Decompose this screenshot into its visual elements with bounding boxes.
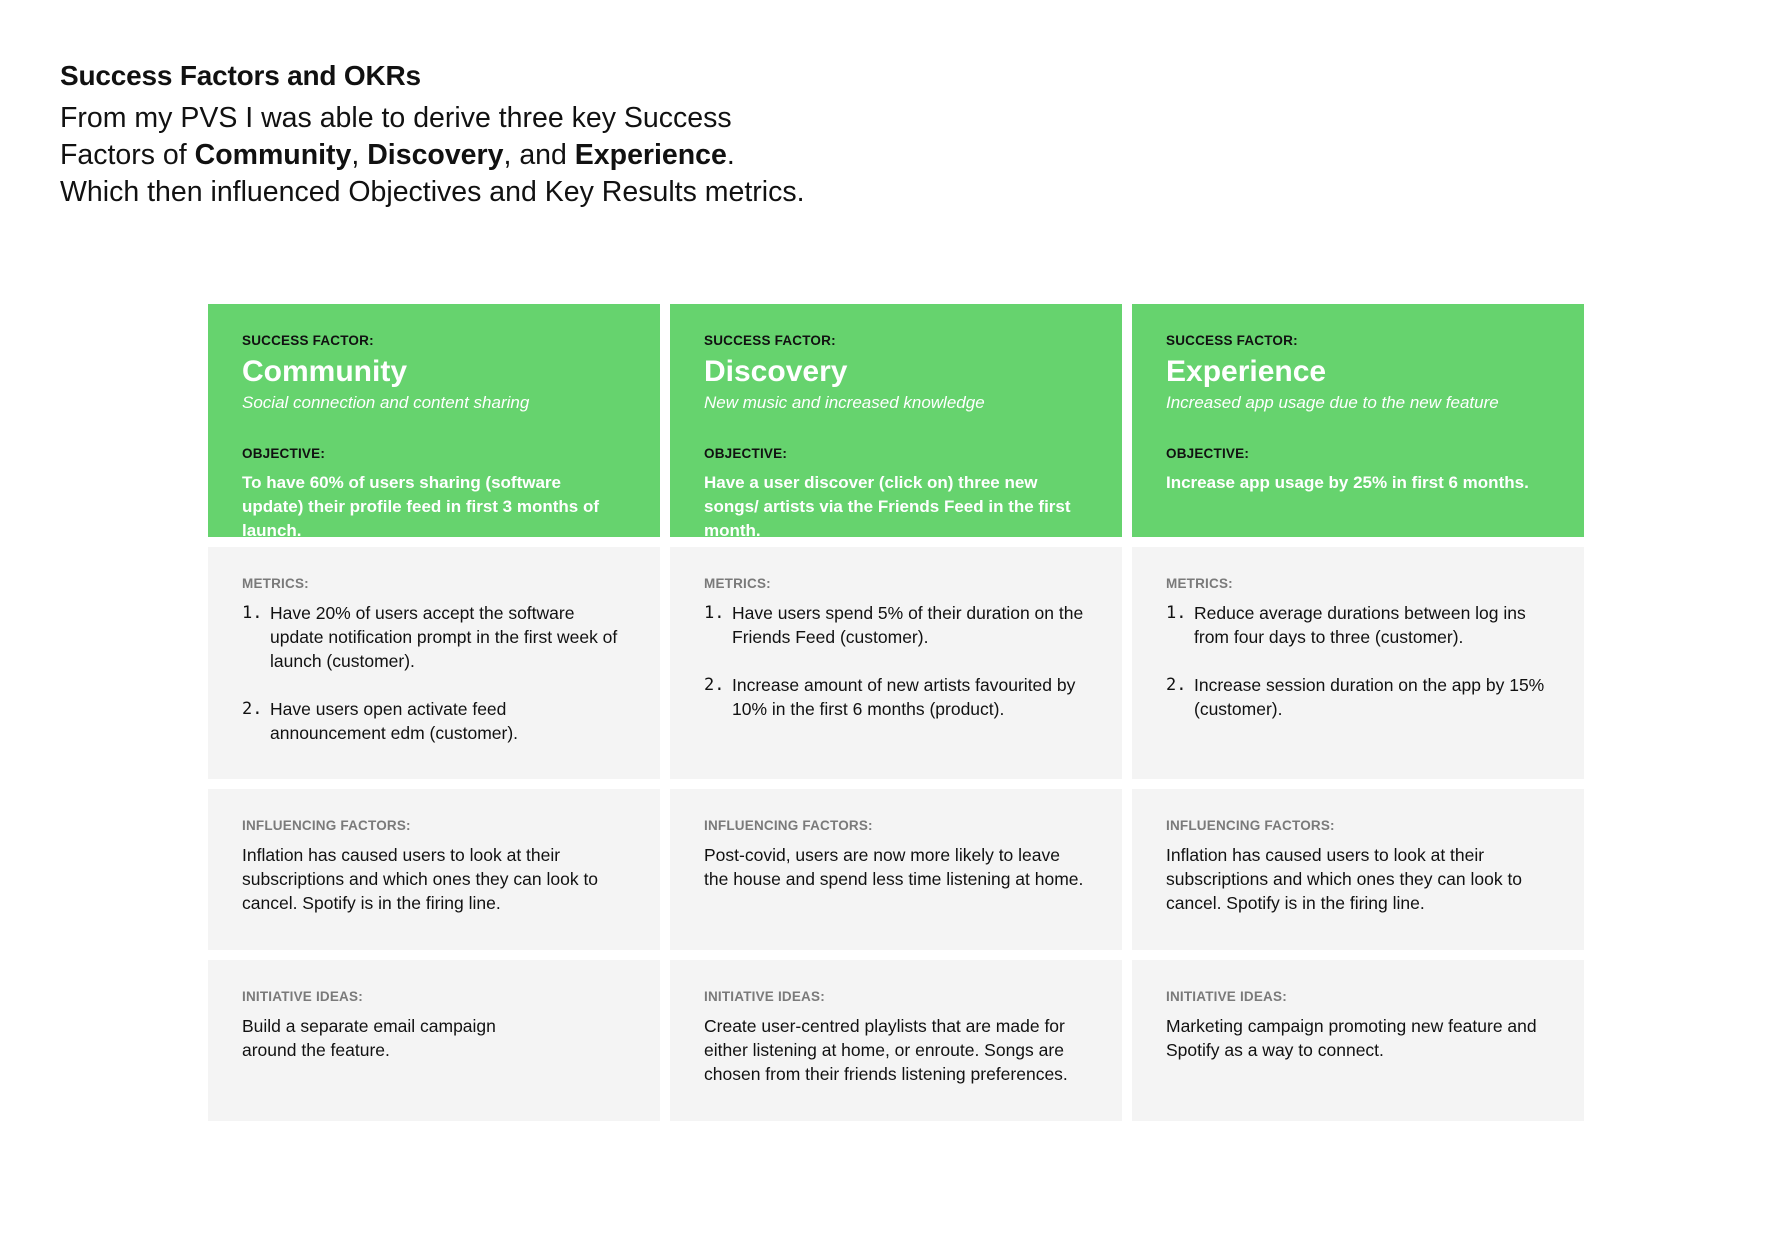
objective-text: Increase app usage by 25% in first 6 months.	[1166, 473, 1529, 492]
metric-number: 1.	[704, 603, 725, 623]
success-factor-label: SUCCESS FACTOR:	[1166, 333, 1298, 348]
intro-line-3: Which then influenced Objectives and Key Results metrics.	[60, 176, 805, 208]
factor-name: Discovery	[704, 355, 848, 388]
influencing-text: Inflation has caused users to look at their subscriptions and which ones they can look to cancel. Spotify is in the firing line.	[242, 845, 599, 913]
success-factor-card-community	[208, 304, 660, 540]
metrics-list	[1166, 601, 1550, 721]
initiative-card-discovery	[670, 960, 1122, 1121]
metrics-label: METRICS:	[704, 576, 771, 591]
metrics-card-discovery	[670, 547, 1122, 779]
influencing-label: INFLUENCING FACTORS:	[1166, 818, 1335, 833]
influencing-card-community	[208, 789, 660, 950]
initiative-label: INITIATIVE IDEAS:	[1166, 989, 1287, 1004]
influencing-card-experience	[1132, 789, 1584, 950]
intro-line-2-prefix: Factors of	[60, 139, 195, 171]
factor-subtitle: New music and increased knowledge	[704, 393, 985, 412]
metric-item	[704, 601, 1088, 649]
objective-text: To have 60% of users sharing (software update) their profile feed in first 3 months of launch.	[242, 473, 600, 540]
metric-item	[1166, 673, 1550, 721]
metric-text: Have 20% of users accept the software update notification prompt in the first week of launch (customer).	[270, 603, 618, 671]
metrics-card-experience	[1132, 547, 1584, 779]
metric-text: Reduce average durations between log ins from four days to three (customer).	[1194, 603, 1526, 647]
influencing-label: INFLUENCING FACTORS:	[704, 818, 873, 833]
intro-line-1: From my PVS I was able to derive three key Success	[60, 102, 732, 134]
page-title: Success Factors and OKRs	[60, 60, 421, 91]
success-factor-label: SUCCESS FACTOR:	[242, 333, 374, 348]
metric-text: Have users open activate feed announcement edm (customer).	[270, 699, 519, 743]
intro-separator-2: , and	[503, 139, 575, 171]
metrics-label: METRICS:	[242, 576, 309, 591]
initiative-text: Build a separate email campaign around the feature.	[242, 1016, 496, 1060]
metric-item	[242, 601, 626, 673]
success-factor-card-discovery	[670, 304, 1122, 540]
intro-factor-experience: Experience	[574, 139, 727, 171]
objective-text: Have a user discover (click on) three new songs/ artists via the Friends Feed in the first month.	[704, 473, 1071, 540]
intro-section	[60, 60, 960, 211]
initiative-card-community	[208, 960, 660, 1121]
influencing-label: INFLUENCING FACTORS:	[242, 818, 411, 833]
factor-subtitle: Social connection and content sharing	[242, 393, 530, 412]
initiative-text: Create user-centred playlists that are made for either listening at home, or enroute. Songs are chosen from their friends listening preferences.	[704, 1016, 1068, 1084]
metrics-list	[704, 601, 1088, 721]
success-factor-label: SUCCESS FACTOR:	[704, 333, 836, 348]
influencing-card-discovery	[670, 789, 1122, 950]
metric-number: 2.	[242, 699, 263, 719]
intro-factor-community: Community	[194, 139, 352, 171]
metric-item	[704, 673, 1088, 721]
influencing-text: Inflation has caused users to look at their subscriptions and which ones they can look to cancel. Spotify is in the firing line.	[1166, 845, 1523, 913]
initiative-card-experience	[1132, 960, 1584, 1121]
metrics-list	[242, 601, 626, 745]
initiative-text: Marketing campaign promoting new feature and Spotify as a way to connect.	[1166, 1016, 1537, 1060]
metric-number: 2.	[1166, 675, 1187, 695]
metric-item	[1166, 601, 1550, 649]
factor-name: Community	[242, 355, 407, 388]
metric-text: Increase session duration on the app by 15% (customer).	[1194, 675, 1545, 719]
metric-item	[242, 697, 626, 745]
intro-separator-1: ,	[351, 139, 368, 171]
metric-number: 1.	[1166, 603, 1187, 623]
metric-text: Have users spend 5% of their duration on the Friends Feed (customer).	[732, 603, 1084, 647]
success-factor-card-experience	[1132, 304, 1584, 537]
factor-subtitle: Increased app usage due to the new feature	[1166, 393, 1499, 412]
metrics-card-community	[208, 547, 660, 779]
objective-label: OBJECTIVE:	[1166, 446, 1250, 461]
okr-grid	[208, 304, 1584, 1121]
metric-number: 1.	[242, 603, 263, 623]
objective-label: OBJECTIVE:	[704, 446, 788, 461]
objective-label: OBJECTIVE:	[242, 446, 326, 461]
metrics-label: METRICS:	[1166, 576, 1233, 591]
metric-text: Increase amount of new artists favourited by 10% in the first 6 months (product).	[732, 675, 1076, 719]
intro-paragraph	[60, 100, 960, 211]
intro-factor-discovery: Discovery	[367, 139, 504, 171]
factor-name: Experience	[1166, 355, 1327, 388]
initiative-label: INITIATIVE IDEAS:	[704, 989, 825, 1004]
influencing-text: Post-covid, users are now more likely to leave the house and spend less time listening at home.	[704, 845, 1084, 889]
metric-number: 2.	[704, 675, 725, 695]
intro-line-2-end: .	[726, 139, 735, 171]
initiative-label: INITIATIVE IDEAS:	[242, 989, 363, 1004]
